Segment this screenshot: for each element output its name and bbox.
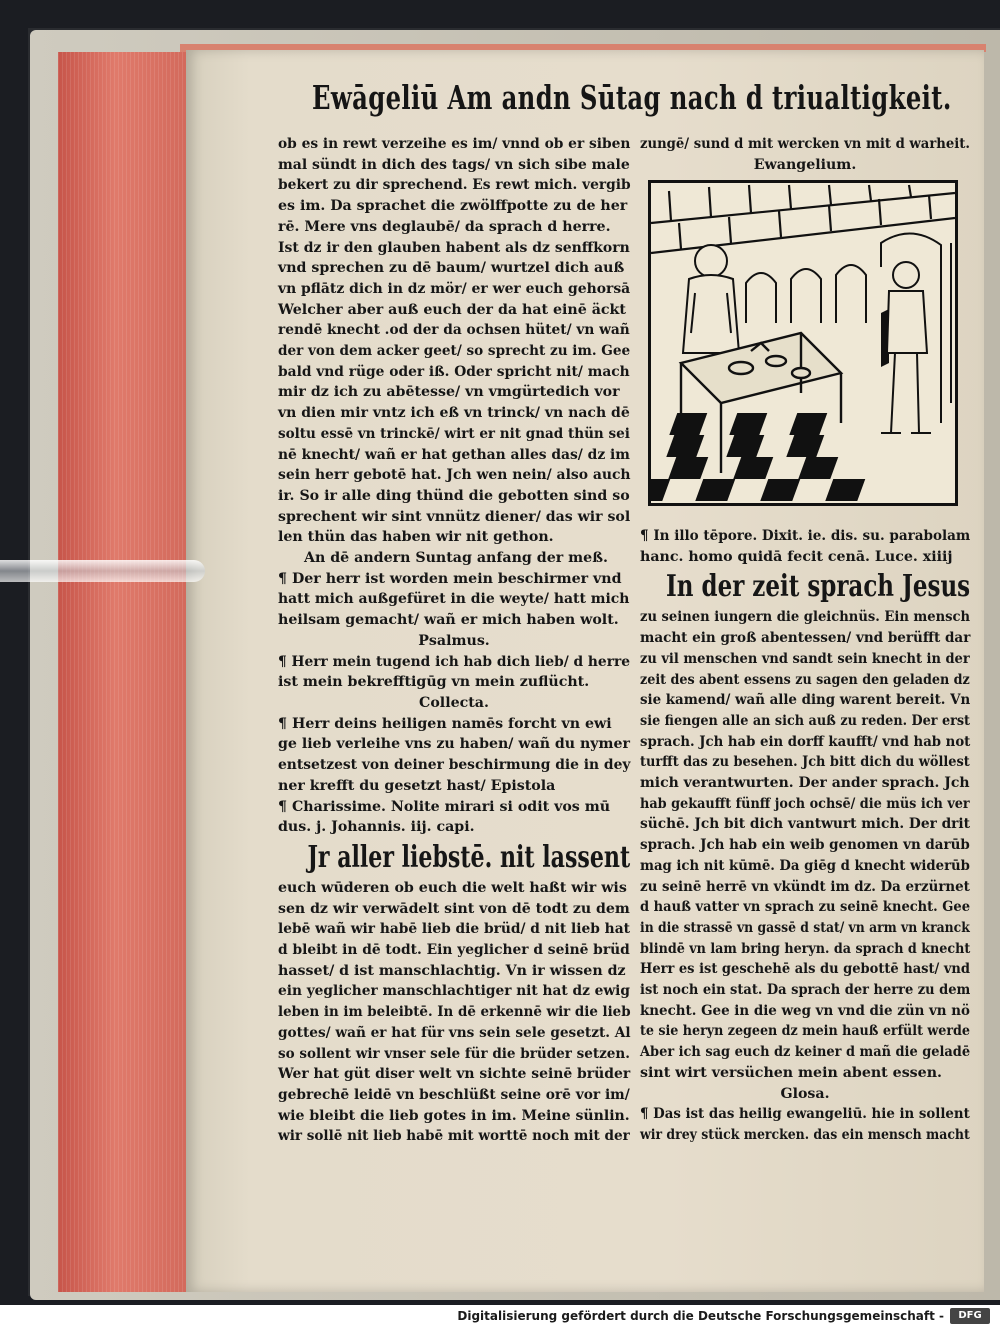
text-line: vnd sprechen zu dē baum/ wurtzel dich auß (278, 260, 625, 277)
text-line: in die strassē vn gassē d stat/ vn arm vn kranck (640, 919, 970, 936)
text-line: zeit des abent essens zu sagen den geladen dz (640, 671, 970, 688)
gospel-incipit: In der zeit sprach Jesus (666, 569, 971, 605)
text-line: ge lieb verleihe vns zu haben/ wañ du nymer (278, 736, 630, 753)
text-line: sprechent wir sint vnnütz diener/ das wir sol (278, 508, 631, 525)
text-line: mag ich nit kūmē. Da giēg d knecht widerūb (640, 857, 970, 874)
text-line: macht ein groß abentessen/ vnd berüfft dar (640, 630, 971, 647)
text-line: ¶ Charissime. Nolite mirari si odit vos mū (278, 798, 611, 815)
text-line: ob es in rewt verzeihe es im/ vnnd ob er siben (278, 136, 631, 152)
left-text-column (278, 134, 630, 1147)
text-line: es im. Da sprachet die zwölffpotte zu de her (278, 198, 628, 215)
text-line: zu vil menschen vnd sandt sein knecht in der (640, 650, 970, 667)
page-edges (58, 52, 188, 1292)
text-line: ein yeglicher manschlachtiger nit hat dz ewig (278, 983, 630, 1000)
text-line: Wer hat güt diser welt vn sichte seinē brüder (278, 1066, 631, 1083)
text-line: bekert zu dir sprechend. Es rewt mich. vergib (278, 177, 631, 194)
text-line: hanc. homo quidā fecit cenā. Luce. xiiij (640, 548, 953, 565)
collecta-heading: Collecta. (419, 694, 489, 711)
text-line: mir dz ich zu abētesse/ vn vmgürtedich vor (278, 384, 620, 401)
text-line: ir. So ir alle ding thünd die gebotten sind so (278, 487, 630, 504)
text-line: entsetzest von deiner beschirmung die in dey (278, 757, 631, 774)
funding-credit: Digitalisierung gefördert durch die Deutsche Forschungsgemeinschaft - (457, 1309, 944, 1323)
text-line: Herr es ist geschehē als du gebottē hast/ vnd (640, 961, 970, 978)
text-line: so sollent wir vnser sele für die brüder setzen. (278, 1045, 630, 1062)
text-line: rendē knecht .od der da ochsen hütet/ vn wañ (278, 322, 630, 339)
text-line: hatt mich außgefüret in die weyte/ hatt mich (278, 591, 630, 608)
text-line: ¶ Herr mein tugend ich hab dich lieb/ d herre (278, 653, 630, 670)
text-line: ¶ Das ist das heilig ewangeliū. hie in sollent (640, 1106, 970, 1123)
text-line: gebrechē leidē vn beschlüßt seine orē vor im/ (278, 1086, 630, 1103)
footer-bar (0, 1305, 1000, 1329)
text-line: ¶ Herr deins heiligen namēs forcht vn ewi (278, 715, 612, 732)
text-line: zu seinen iungern die gleichnüs. Ein mensch (640, 609, 971, 626)
glass-weight-rod (0, 560, 205, 582)
text-line: sie kamend/ wañ alle ding warent bereit. Vn (640, 692, 971, 709)
text-line: sein herr gebotē hat. Jch wen nein/ also auch (278, 467, 631, 484)
text-line: wie bleibt die lieb gotes in im. Meine sünlin. (278, 1107, 630, 1124)
right-text-column-top (640, 134, 970, 175)
text-line: te sie heryn zegeen dz mein hauß erfült werde (640, 1023, 970, 1040)
ewangelium-heading: Ewangelium. (753, 156, 857, 173)
text-line: len thün das haben wir nit gethon. (278, 529, 554, 546)
text-line: wir drey stück mercken. das ein mensch macht (640, 1126, 970, 1143)
text-line: bald vnd rüge oder iß. Oder spricht nit/ mach (278, 363, 630, 380)
text-line: wir sollē nit lieb habē mit worttē noch mit der (278, 1128, 630, 1145)
text-line: lebē wañ wir habē lieb die brüd/ d nit lieb hat (278, 921, 630, 938)
epistle-incipit: Jr aller liebstē. nit lassent (307, 839, 631, 875)
text-line: Aber ich sag euch dz keiner d mañ die geladē (640, 1044, 971, 1061)
text-line: heilsam gemacht/ wañ er mich haben wolt. (278, 612, 619, 629)
text-line: dus. j. Johannis. iij. capi. (278, 819, 475, 836)
running-head: Ewāgeliū Am andn Sūtag nach d triualtigkeit. (312, 78, 952, 117)
psalmus-heading: Psalmus. (418, 632, 490, 649)
text-line: Ist dz ir den glauben habent als dz senffkorn (278, 239, 630, 256)
text-line: knecht. Gee in die weg vn vnd die zün vn nö (640, 1002, 970, 1019)
text-line: zungē/ sund d mit wercken vn mit d warheit. (640, 136, 970, 152)
text-line: soltu essē vn trinckē/ wirt er nit gnad thün sei (278, 425, 630, 442)
text-line: nē knecht/ wañ er hat gethan alles das/ dz im (278, 446, 630, 463)
glosa-heading: Glosa. (780, 1085, 830, 1102)
text-line: vn dien mir vntz ich eß vn trinck/ vn nach dē (278, 405, 630, 422)
text-line: ist noch ein stat. Da sprach der herre zu dem (640, 982, 971, 999)
text-line: ist mein bekrefftigūg vn mein zuflücht. (278, 674, 590, 691)
text-line: d hauß vatter vn sprach zu seinē knecht. Gee (640, 899, 970, 916)
woodcut-illustration (648, 180, 958, 506)
text-line: mal sündt in dich des tags/ vn sich sibe male (278, 156, 630, 173)
text-line: gottes/ wañ er hat für vns sein sele gesetzt. Al (278, 1024, 631, 1041)
feast-scene-image (651, 183, 955, 503)
text-line: euch wūderen ob euch die welt haßt wir wis (278, 879, 627, 896)
text-line: sie fiengen alle an sich auß zu reden. Der erst (640, 712, 970, 729)
text-line: vn pflātz dich in dz mör/ er wer euch gehorsā (278, 280, 631, 297)
text-line: sprach. Jch hab ein weib genomen vn darūb (640, 837, 970, 854)
text-line: blindē vn lam bring heryn. da sprach d knecht (640, 940, 971, 957)
text-line: hasset/ d ist manschlachtig. Vn ir wissen dz (278, 962, 626, 979)
text-line: ¶ In illo tēpore. Dixit. ie. dis. su. parabolam (640, 528, 971, 544)
text-line: sen dz wir verwādelt sint von dē todt zu dem (278, 900, 630, 917)
text-line: süchē. Jch bit dich vantwurt mich. Der drit (640, 816, 970, 833)
text-line: hab gekaufft fünff joch ochsē/ die müs ich ver (640, 795, 970, 812)
text-line: ¶ Der herr ist worden mein beschirmer vnd (278, 570, 622, 587)
right-text-column-bottom (640, 526, 970, 1146)
text-line: turfft das zu besehen. Jch bitt dich du wöllest (640, 754, 970, 771)
text-line: leben in im beleibtē. In dē erkennē wir die lieb (278, 1004, 631, 1021)
text-line: sprach. Jch hab ein dorff kaufft/ vnd hab not (640, 733, 971, 750)
text-line: mich verantwurten. Der ander sprach. Jch (640, 775, 970, 792)
text-line: sint wirt versüchen mein abent essen. (640, 1064, 942, 1081)
text-line: rē. Mere vns deglaubē/ da sprach d herre. (278, 218, 611, 235)
text-line: Welcher aber auß euch der da hat einē äckt (278, 301, 626, 318)
dfg-logo: DFG (950, 1308, 990, 1324)
text-line: d bleibt in dē todt. Ein yeglicher d seinē brüd (278, 942, 630, 959)
section-heading: An dē andern Suntag anfang der meß. (304, 550, 608, 567)
text-line: der von dem acker geet/ so sprecht zu im. Gee (278, 343, 631, 360)
text-line: ner krefft du gesetzt hast/ Epistola (278, 777, 556, 794)
text-line: zu seinē herrē vn vkündt im dz. Da erzürnet (640, 878, 970, 895)
